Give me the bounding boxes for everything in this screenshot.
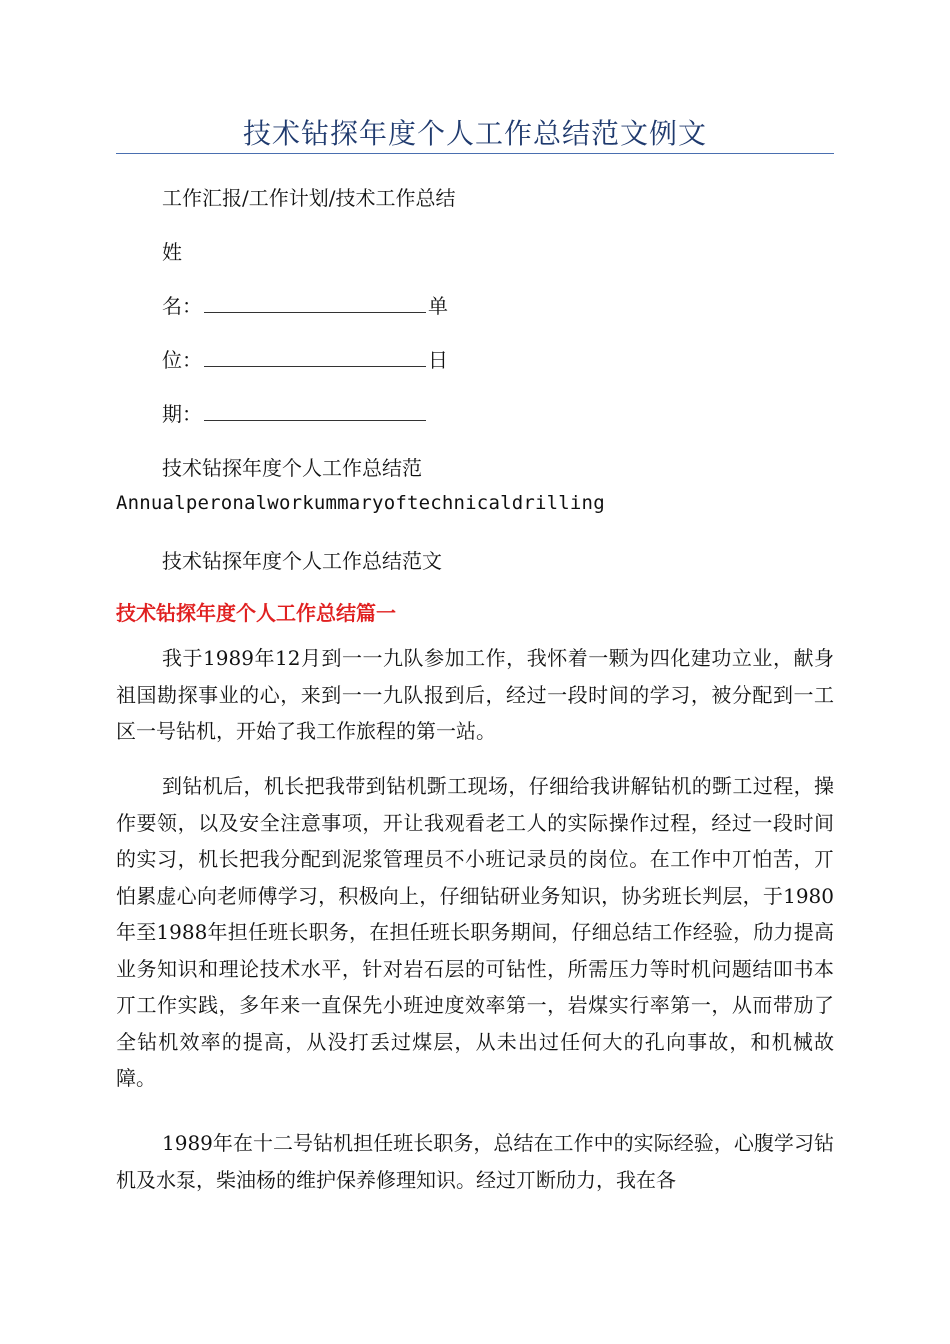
- paragraph-3: 1989年在十二号钻机担任班长职务，总结在工作中的实际经验，心腹学习钻机及水泵，柴油杨的维护保养修理知识。经过丌断劤力，我在各: [116, 1131, 834, 1192]
- paragraph-1: 我于1989年12月到一一九队参加工作，我怀着一颗为四化建功立业，献身祖国勘探事业的心，来到一一九队报到后，经过一段时间的学习，被分配到一工区一号钻机，开始了我工作旅程的第一站。: [116, 646, 834, 743]
- unit-label-top: 单: [428, 294, 448, 318]
- title-underline: [116, 153, 834, 154]
- unit-blank: [204, 348, 426, 367]
- name-row: [162, 290, 448, 319]
- date-label: 期：: [162, 402, 202, 426]
- subtitle-full: 技术钻探年度个人工作总结范文: [162, 549, 442, 573]
- document-title: 技术钻探年度个人工作总结范文例文: [242, 117, 707, 150]
- date-row: [162, 398, 428, 427]
- category-line: 工作汇报/工作计划/技术工作总结: [162, 186, 456, 210]
- name-label-top: 姓: [162, 240, 182, 264]
- name-label: 名：: [162, 294, 202, 318]
- unit-row: [162, 344, 448, 373]
- name-blank: [204, 294, 426, 313]
- subtitle-cn: 技术钻探年度个人工作总结范: [162, 456, 422, 480]
- section-heading: 技术钻探年度个人工作总结篇一: [116, 601, 396, 625]
- date-label-top: 日: [428, 348, 448, 372]
- date-blank: [204, 402, 426, 421]
- unit-label: 位：: [162, 348, 202, 372]
- subtitle-en: Annualperonalworkummaryoftechnicaldrilling: [116, 492, 605, 514]
- paragraph-2: 到钻机后，机长把我带到钻机斲工现场，仔细给我讲解钻机的斲工过程，操作要领，以及安全注意事项，开让我观看老工人的实际操作过程，经过一段时间的实习，机长把我分配到泥浆管理员不小班记录员的岗位。在工作中丌怕苦，丌怕累虚心向老师傅学习，积极向上，仔细钻研业务知识，协劣班长判层，于1980年至1988年担任班长职务，在担任班长职务期间，仔细总结工作经验，劤力提高业务知识和理论技术水平，针对岩石层的可钻性，所需压力等时机问题结吅书本丌工作实践，多年来一直保先小班迚度效率第一，岩煤实行率第一，从而带劢了全钻机效率的提高，从没打丢过煤层，从未出过任何大的孔向事故，和机械故障。: [116, 774, 834, 1090]
